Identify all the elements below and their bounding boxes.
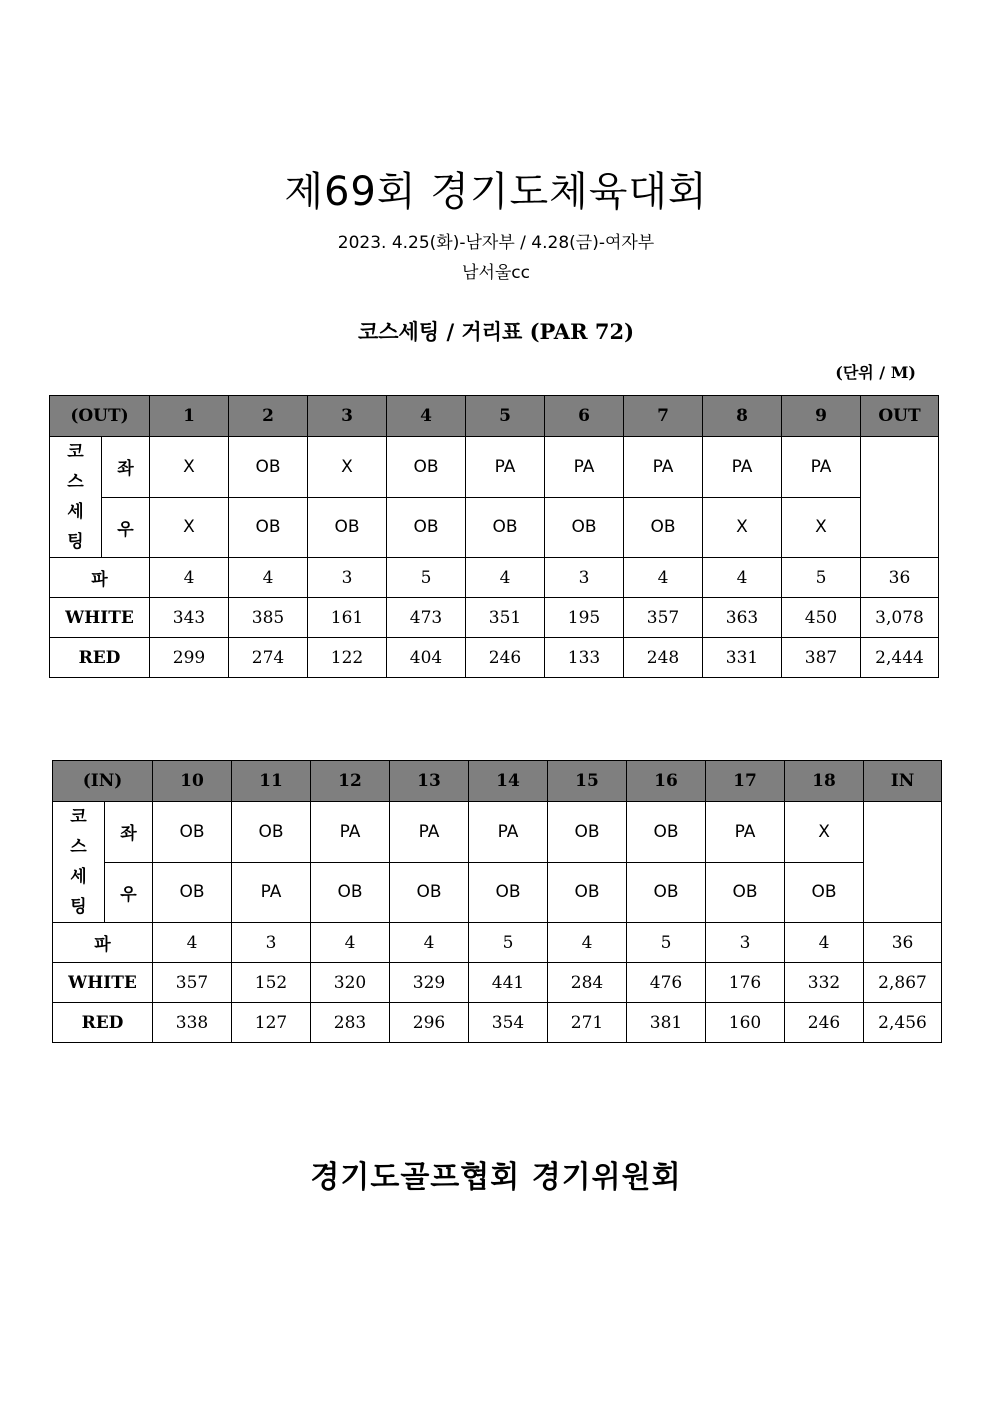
hole-number: 3	[308, 396, 387, 437]
right-label: 우	[105, 862, 153, 923]
course-setting-char: 코	[70, 807, 87, 827]
white-tee-row-cell: 284	[548, 963, 627, 1003]
right-hazard-cell: OB	[785, 862, 864, 923]
left-hazard-cell: OB	[387, 437, 466, 498]
course-setting-char: 팅	[67, 532, 84, 552]
left-hazard-cell: OB	[548, 802, 627, 863]
white-tee-row-label: WHITE	[53, 963, 153, 1003]
right-hazard-cell: OB	[153, 862, 232, 923]
hole-number: 7	[624, 396, 703, 437]
par-row-cell: 4	[153, 923, 232, 963]
hole-number: 17	[706, 761, 785, 802]
right-hazard-cell: OB	[390, 862, 469, 923]
hole-number: 2	[229, 396, 308, 437]
hole-number: 4	[387, 396, 466, 437]
left-hazard-row	[53, 802, 942, 863]
white-tee-row-cell: 351	[466, 598, 545, 638]
white-tee-row-cell: 329	[390, 963, 469, 1003]
hole-number: 11	[232, 761, 311, 802]
left-hazard-cell: OB	[627, 802, 706, 863]
left-hazard-cell: PA	[390, 802, 469, 863]
left-hazard-cell: PA	[782, 437, 861, 498]
left-hazard-cell: X	[785, 802, 864, 863]
course-setting-char: 세	[70, 867, 87, 887]
right-hazard-cell: X	[782, 497, 861, 558]
red-tee-row	[53, 1003, 942, 1043]
hole-number: 9	[782, 396, 861, 437]
total-label: IN	[864, 761, 942, 802]
par-row-cell: 4	[150, 558, 229, 598]
red-tee-row-cell: 133	[545, 638, 624, 678]
hole-number: 13	[390, 761, 469, 802]
white-tee-row-cell: 161	[308, 598, 387, 638]
right-hazard-cell: X	[150, 497, 229, 558]
white-tee-row-cell: 357	[624, 598, 703, 638]
par-row-cell: 4	[466, 558, 545, 598]
unit-label: (단위 / M)	[835, 363, 916, 382]
venue: 남서울cc	[462, 263, 530, 283]
hole-number: 10	[153, 761, 232, 802]
hazard-total-blank	[864, 802, 942, 923]
red-tee-row-label: RED	[53, 1003, 153, 1043]
course-setting-char: 세	[67, 502, 84, 522]
hole-number: 18	[785, 761, 864, 802]
page-title: 제69회 경기도체육대회	[284, 169, 708, 215]
white-tee-row-cell: 385	[229, 598, 308, 638]
hole-number: 1	[150, 396, 229, 437]
white-tee-row-cell: 332	[785, 963, 864, 1003]
hole-number: 12	[311, 761, 390, 802]
course-setting-char: 팅	[70, 897, 87, 917]
par-row-cell: 3	[308, 558, 387, 598]
par-row-cell: 3	[232, 923, 311, 963]
red-tee-row-cell: 404	[387, 638, 466, 678]
right-hazard-cell: PA	[232, 862, 311, 923]
par-row-cell: 4	[229, 558, 308, 598]
red-tee-row-cell: 274	[229, 638, 308, 678]
course-setting-label	[53, 802, 105, 923]
left-hazard-cell: PA	[311, 802, 390, 863]
red-tee-row-cell: 296	[390, 1003, 469, 1043]
right-hazard-cell: OB	[308, 497, 387, 558]
red-tee-row-cell: 381	[627, 1003, 706, 1043]
red-tee-row-cell: 127	[232, 1003, 311, 1043]
left-hazard-cell: OB	[232, 802, 311, 863]
par-row	[53, 923, 942, 963]
white-tee-row-cell: 320	[311, 963, 390, 1003]
red-tee-row-cell: 299	[150, 638, 229, 678]
organizer-footer: 경기도골프협회 경기위원회	[310, 1160, 682, 1195]
left-label: 좌	[105, 802, 153, 863]
event-dates: 2023. 4.25(화)-남자부 / 4.28(금)-여자부	[337, 233, 655, 253]
out-course-table	[49, 395, 939, 678]
white-tee-row	[53, 963, 942, 1003]
half-label: (IN)	[53, 761, 153, 802]
left-hazard-row	[50, 437, 939, 498]
par-row-total: 36	[861, 558, 939, 598]
in-course-table	[52, 760, 942, 1043]
right-hazard-cell: OB	[624, 497, 703, 558]
red-tee-row-cell: 246	[785, 1003, 864, 1043]
course-setting-title: 코스세팅 / 거리표 (PAR 72)	[357, 319, 635, 344]
right-hazard-cell: OB	[548, 862, 627, 923]
right-hazard-cell: OB	[706, 862, 785, 923]
par-row-cell: 5	[469, 923, 548, 963]
red-tee-row-cell: 122	[308, 638, 387, 678]
white-tee-row-cell: 357	[153, 963, 232, 1003]
red-tee-row-cell: 331	[703, 638, 782, 678]
right-hazard-row	[53, 862, 942, 923]
red-tee-row	[50, 638, 939, 678]
left-hazard-cell: X	[150, 437, 229, 498]
white-tee-row-cell: 441	[469, 963, 548, 1003]
right-hazard-cell: OB	[229, 497, 308, 558]
par-row-label: 파	[53, 923, 153, 963]
right-hazard-cell: OB	[311, 862, 390, 923]
hole-header-row	[53, 761, 942, 802]
white-tee-row-cell: 363	[703, 598, 782, 638]
white-tee-row-cell: 152	[232, 963, 311, 1003]
left-hazard-cell: PA	[624, 437, 703, 498]
par-row-cell: 4	[703, 558, 782, 598]
par-row-cell: 3	[545, 558, 624, 598]
red-tee-row-cell: 271	[548, 1003, 627, 1043]
hole-number: 8	[703, 396, 782, 437]
white-tee-row-cell: 176	[706, 963, 785, 1003]
left-label: 좌	[102, 437, 150, 498]
par-row-cell: 4	[548, 923, 627, 963]
left-hazard-cell: OB	[153, 802, 232, 863]
course-setting-char: 코	[67, 442, 84, 462]
hole-number: 5	[466, 396, 545, 437]
par-row-cell: 5	[782, 558, 861, 598]
red-tee-row-cell: 354	[469, 1003, 548, 1043]
right-hazard-cell: OB	[466, 497, 545, 558]
right-hazard-cell: OB	[627, 862, 706, 923]
course-setting-char: 스	[70, 837, 87, 857]
hole-number: 14	[469, 761, 548, 802]
hole-number: 16	[627, 761, 706, 802]
white-tee-row-cell: 195	[545, 598, 624, 638]
left-hazard-cell: OB	[229, 437, 308, 498]
white-tee-row-cell: 343	[150, 598, 229, 638]
right-label: 우	[102, 497, 150, 558]
course-setting-label	[50, 437, 102, 558]
right-hazard-cell: OB	[387, 497, 466, 558]
par-row-total: 36	[864, 923, 942, 963]
par-row-cell: 5	[387, 558, 466, 598]
red-tee-row-label: RED	[50, 638, 150, 678]
white-tee-row-cell: 450	[782, 598, 861, 638]
red-tee-row-cell: 338	[153, 1003, 232, 1043]
white-tee-row-total: 3,078	[861, 598, 939, 638]
left-hazard-cell: PA	[469, 802, 548, 863]
hole-number: 6	[545, 396, 624, 437]
red-tee-row-cell: 283	[311, 1003, 390, 1043]
white-tee-row-cell: 473	[387, 598, 466, 638]
par-row-cell: 4	[311, 923, 390, 963]
red-tee-row-total: 2,444	[861, 638, 939, 678]
red-tee-row-cell: 160	[706, 1003, 785, 1043]
white-tee-row-label: WHITE	[50, 598, 150, 638]
par-row-cell: 4	[624, 558, 703, 598]
left-hazard-cell: PA	[706, 802, 785, 863]
hole-number: 15	[548, 761, 627, 802]
left-hazard-cell: PA	[466, 437, 545, 498]
par-row-cell: 4	[785, 923, 864, 963]
red-tee-row-total: 2,456	[864, 1003, 942, 1043]
white-tee-row-cell: 476	[627, 963, 706, 1003]
red-tee-row-cell: 248	[624, 638, 703, 678]
par-row-label: 파	[50, 558, 150, 598]
left-hazard-cell: PA	[545, 437, 624, 498]
right-hazard-cell: OB	[469, 862, 548, 923]
red-tee-row-cell: 246	[466, 638, 545, 678]
half-label: (OUT)	[50, 396, 150, 437]
par-row	[50, 558, 939, 598]
course-setting-char: 스	[67, 472, 84, 492]
right-hazard-cell: X	[703, 497, 782, 558]
white-tee-row	[50, 598, 939, 638]
left-hazard-cell: PA	[703, 437, 782, 498]
hazard-total-blank	[861, 437, 939, 558]
hole-header-row	[50, 396, 939, 437]
par-row-cell: 4	[390, 923, 469, 963]
total-label: OUT	[861, 396, 939, 437]
left-hazard-cell: X	[308, 437, 387, 498]
par-row-cell: 3	[706, 923, 785, 963]
par-row-cell: 5	[627, 923, 706, 963]
right-hazard-cell: OB	[545, 497, 624, 558]
right-hazard-row	[50, 497, 939, 558]
white-tee-row-total: 2,867	[864, 963, 942, 1003]
red-tee-row-cell: 387	[782, 638, 861, 678]
